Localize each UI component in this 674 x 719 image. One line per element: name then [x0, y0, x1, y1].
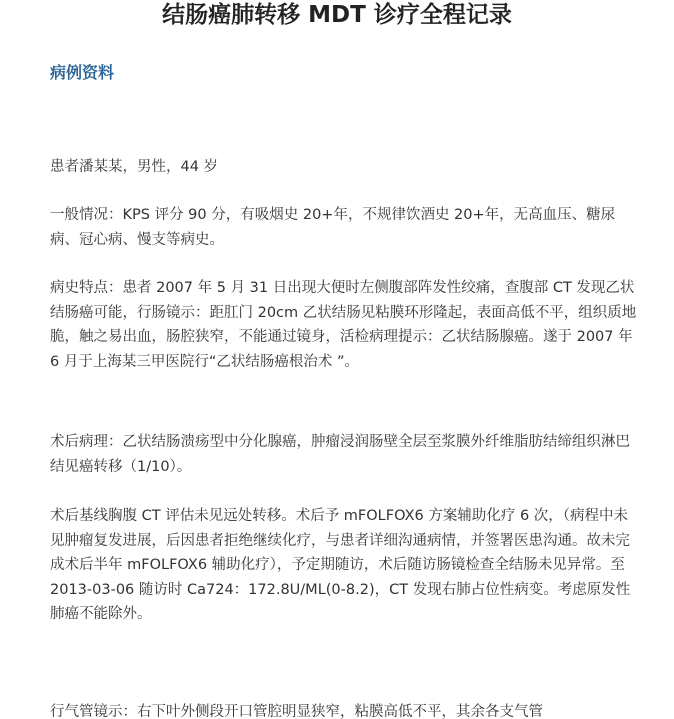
section-heading-case-data: 病例资料 [50, 63, 115, 82]
paragraph-general-condition: 一般情况：KPS 评分 90 分，有吸烟史 20+年，不规律饮酒史 20+年，无高血压、糖尿病、冠心病、慢支等病史。 [50, 207, 616, 248]
paragraph-history: 病史特点：患者 2007 年 5 月 31 日出现大便时左侧腹部阵发性绞痛，查腹部 CT 发现乙状结肠癌可能，行肠镜示：距肛门 20cm 乙状结肠见粘膜环形隆起，表面高低不平，组织质地脆，触之易出血，肠腔狭窄，不能通过镜身，活检病理提示：乙状结肠腺癌。遂于 2007 年 6 月于上海某三甲医院行“乙状结肠癌根治术 ”。 [50, 280, 637, 370]
paragraph-patient-info: 患者潘某某，男性，44 岁 [50, 159, 219, 175]
paragraph-postop-pathology: 术后病理：乙状结肠溃疡型中分化腺癌，肿瘤浸润肠壁全层至浆膜外纤维脂肪结缔组织淋巴结见癌转移（1/10）。 [50, 434, 630, 475]
paragraph-followup: 术后基线胸腹 CT 评估未见远处转移。术后予 mFOLFOX6 方案辅助化疗 6 次，（病程中未见肿瘤复发进展，后因患者拒绝继续化疗，与患者详细沟通病情，并签署医患沟通。故未完成术后半年 mFOLFOX6 辅助化疗），予定期随访，术后随访肠镜检查全结肠未见异常。至 2013-03-06 随访时 Ca724：172.8U/ML(0-8.2)，CT 发现右肺占位性病变。考虑原发性肺癌不能除外。 [50, 508, 631, 622]
paragraph-bronchoscopy: 行气管镜示：右下叶外侧段开口管腔明显狭窄，粘膜高低不平，其余各支气管 [50, 704, 543, 719]
document-title: 结肠癌肺转移 MDT 诊疗全程记录 [162, 2, 512, 28]
